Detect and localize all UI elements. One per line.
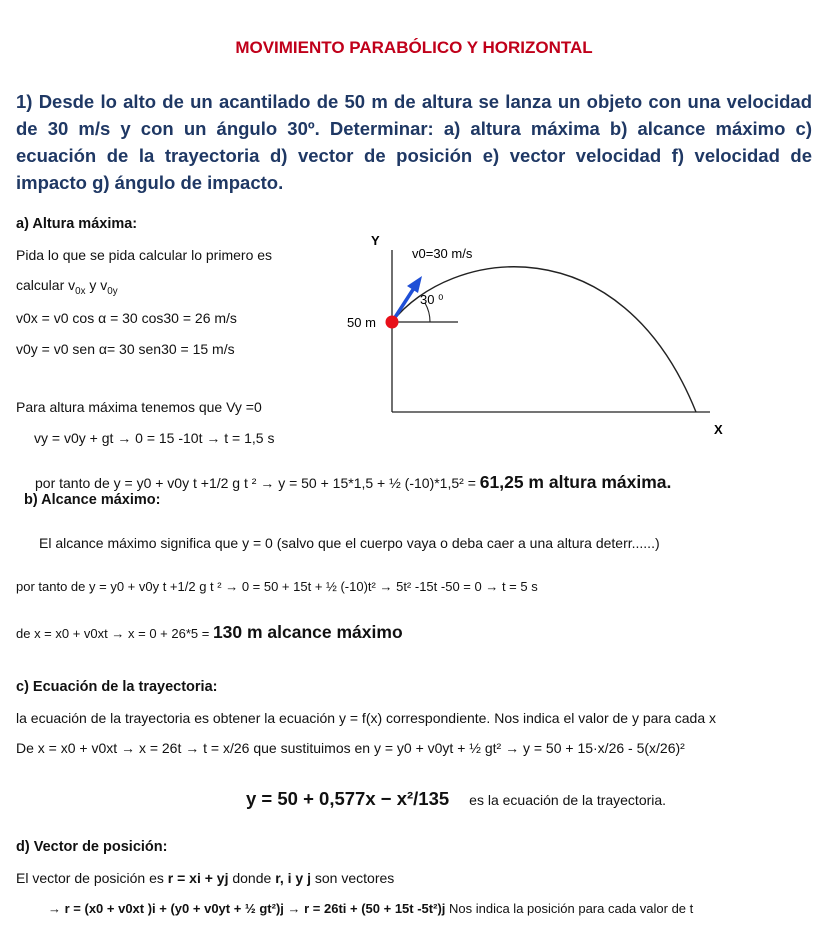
section-a-intro-1: Pida lo que se pida calcular lo primero es — [16, 247, 273, 263]
problem-statement: 1) Desde lo alto de un acantilado de 50 m de altura se lanza un objeto con una velocidad de 30 m/s y con un ángulo 30º. Determinar: a) altura máxima b) alcance máximo c) ecuación de la trayectoria d) vector de posición e) vector velocidad f) velocidad de impacto g) ángulo de impacto. — [16, 91, 812, 193]
v0-label: v0=30 m/s — [412, 246, 473, 261]
section-d-line-1: El vector de posición es r = xi + yj donde r, i y j son vectores — [16, 870, 395, 886]
section-b-line-2: por tanto de y = y0 + v0y t +1/2 g t ² → 0 = 50 + 15t + ½ (-10)t² → 5t² -15t -50 = 0 → t = 5 s — [16, 579, 538, 594]
max-height-result: por tanto de y = y0 + v0y t +1/2 g t ² → y = 50 + 15*1,5 + ½ (-10)*1,5² = 61,25 m altura máxima. — [35, 472, 672, 492]
section-d-line-2: → r = (x0 + v0xt )i + (y0 + v0yt + ½ gt²)j → r = 26ti + (50 + 15t -5t²)j Nos indica la posición para cada valor de t — [48, 901, 694, 916]
angle-label: 30 ⁰ — [420, 292, 444, 307]
trajectory-diagram — [340, 228, 740, 443]
section-b-line-3: de x = x0 + v0xt → x = 0 + 26*5 = 130 m alcance máximo — [16, 622, 403, 642]
trajectory-equation: y = 50 + 0,577x − x²/135 es la ecuación de la trayectoria. — [246, 788, 667, 809]
section-a-intro-2: calcular $v_{0x}$ y $v_{0y}$ — [16, 277, 118, 297]
max-height-condition: Para altura máxima tenemos que Vy =0 — [16, 399, 262, 415]
y-axis-label: Y — [371, 233, 380, 248]
vy-equation: vy = v0y + gt → 0 = 15 -10t → t = 1,5 s — [34, 430, 275, 446]
height-label: 50 m — [347, 315, 376, 330]
launch-point — [386, 316, 399, 329]
section-c-line-2: De x = x0 + v0xt → x = 26t → t = x/26 que sustituimos en y = y0 + v0yt + ½ gt² → y = 50 + 15·x/26 - 5(x/26)² — [16, 740, 685, 756]
trajectory-curve — [392, 267, 696, 412]
section-b-heading: b) Alcance máximo: — [24, 492, 161, 508]
section-c-heading: c) Ecuación de la trayectoria: — [16, 679, 218, 695]
vox-line: v0x = v0 cos α = 30 cos30 = 26 m/s — [16, 310, 237, 326]
voy-line: v0y = v0 sen α= 30 sen30 = 15 m/s — [16, 341, 235, 357]
page-title: MOVIMIENTO PARABÓLICO Y HORIZONTAL — [235, 38, 593, 57]
section-a-heading: a) Altura máxima: — [16, 216, 138, 232]
section-d-heading: d) Vector de posición: — [16, 839, 168, 855]
x-axis-label: X — [714, 422, 723, 437]
velocity-arrowhead — [407, 276, 422, 293]
section-b-line-1: El alcance máximo significa que y = 0 (salvo que el cuerpo vaya o deba caer a una altura deterr......) — [39, 535, 660, 551]
section-c-line-1: la ecuación de la trayectoria es obtener la ecuación y = f(x) correspondiente. Nos indica el valor de y para cada x — [16, 710, 716, 726]
